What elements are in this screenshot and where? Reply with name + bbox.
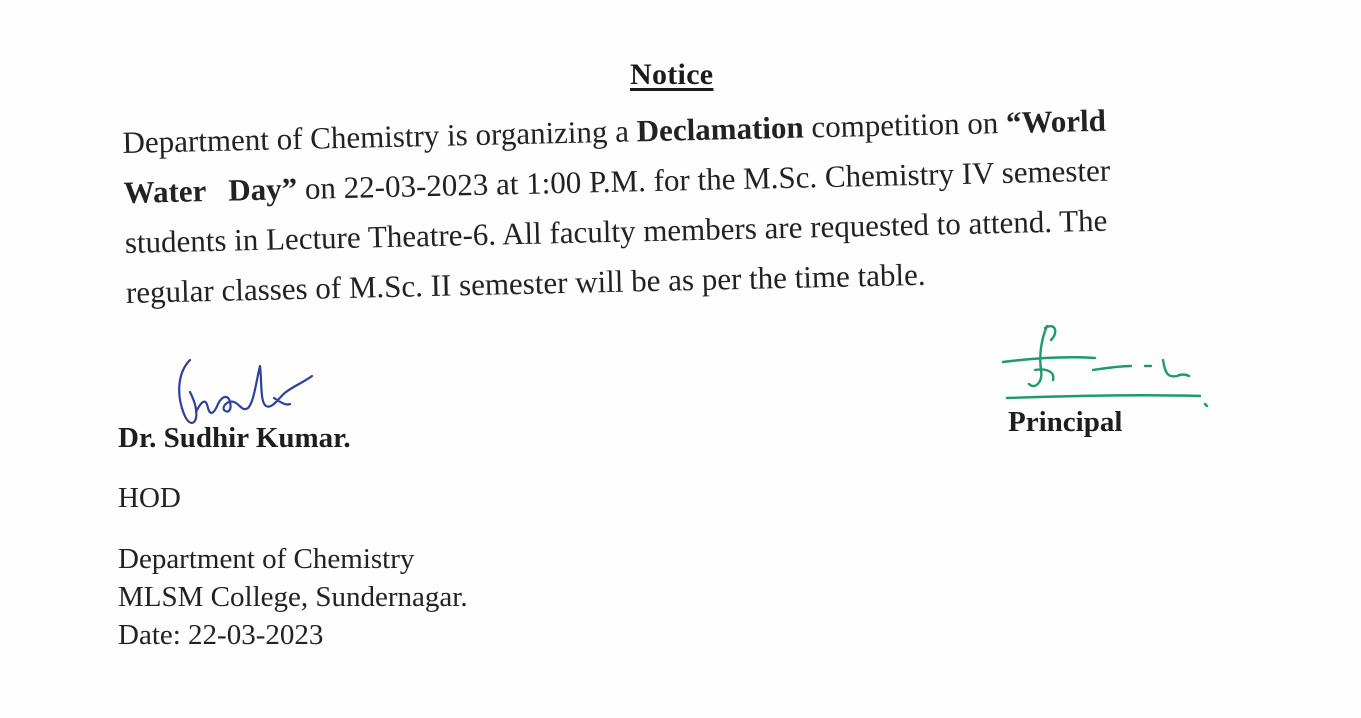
footer-address xyxy=(118,540,468,654)
department-line: Department of Chemistry xyxy=(118,543,415,575)
principal-signature xyxy=(995,312,1225,412)
body-line-4: regular classes of M.Sc. II semester will be as per the time table. xyxy=(125,256,926,310)
body-line-3: students in Lecture Theatre-6. All faculty members are requested to attend. The xyxy=(124,202,1108,260)
declamation-word: Declamation xyxy=(636,109,805,149)
event-name-day: Day” xyxy=(227,171,298,208)
hod-title: HOD xyxy=(118,482,181,514)
hod-name: Dr. Sudhir Kumar. xyxy=(118,422,351,454)
notice-body xyxy=(122,92,1276,318)
date-line: Date: 22-03-2023 xyxy=(118,619,324,651)
college-line: MLSM College, Sundernagar. xyxy=(118,581,468,613)
event-name-start: “World xyxy=(1005,102,1107,140)
body-line-2: Water Day” on 22-03-2023 at 1:00 P.M. for the M.Sc. Chemistry IV semester xyxy=(123,152,1111,210)
principal-title: Principal xyxy=(1008,406,1123,438)
notice-title: Notice xyxy=(630,58,714,91)
body-line-1: Department of Chemistry is organizing a Declamation competition on “World xyxy=(122,102,1107,160)
event-name-water: Water xyxy=(123,173,207,210)
